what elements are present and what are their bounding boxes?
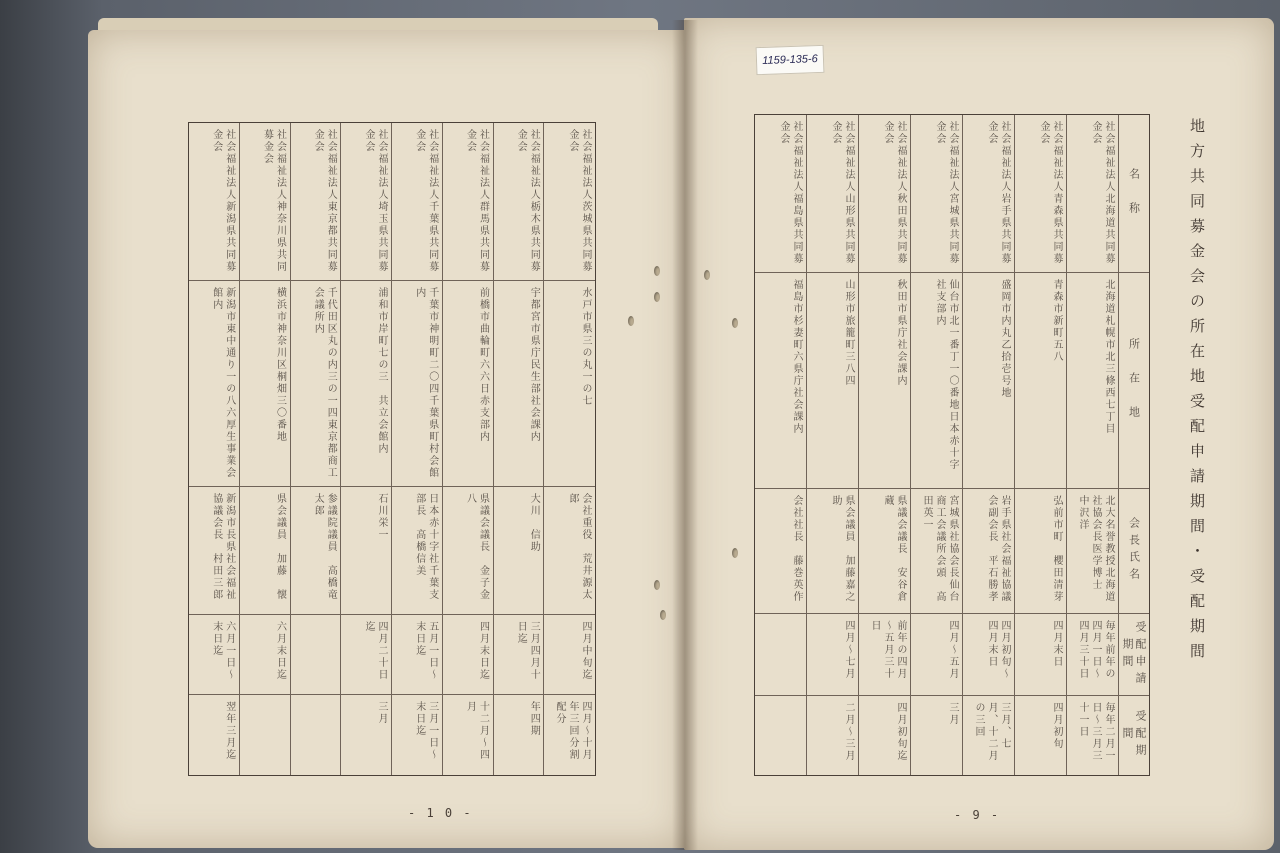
table-cell-distribution-period: 三月、七月、十二月の三回	[963, 696, 1015, 775]
table-cell-name: 社会福祉法人秋田県共同募金会	[859, 115, 911, 273]
table-cell-address: 水戸市県三の丸一の七	[544, 281, 595, 487]
table-cell-name: 社会福祉法人栃木県共同募金会	[494, 123, 545, 281]
table-cell-chair: 岩手県社会福祉協議会副会長 平石勝孝	[963, 489, 1015, 614]
table-cell-name: 社会福祉法人茨城県共同募金会	[544, 123, 595, 281]
column-header-name: 名 称	[1119, 115, 1149, 273]
table-cell-chair: 日本赤十字社千葉支部長 高橋信美	[392, 487, 443, 615]
table-cell-address: 千葉市神明町二〇四千葉県町村会館内	[392, 281, 443, 487]
column-header-address: 所 在 地	[1119, 273, 1149, 489]
table-cell-chair: 参議院議員 高橋竜太郎	[291, 487, 342, 615]
table-cell-chair: 弘前市町 櫻田清芽	[1015, 489, 1067, 614]
table-cell-name: 社会福祉法人群馬県共同募金会	[443, 123, 494, 281]
table-cell-chair: 会社社長 藤巻英作	[755, 489, 807, 614]
table-cell-distribution-period: 四月～十月年三回分割配分	[554, 701, 591, 761]
table-cell-chair: 県議会議長 金子金八	[443, 487, 494, 615]
table-cell-address: 新潟市東中通り一の八六厚生事業会館内	[189, 281, 240, 487]
table-cell-application-period	[755, 614, 807, 696]
table-cell-name: 社会福祉法人宮城県共同募金会	[911, 115, 963, 273]
binding-hole	[660, 610, 666, 620]
table-cell-distribution-period	[240, 695, 291, 775]
table-cell-application-period: 四月～七月	[807, 614, 859, 696]
right-page	[684, 18, 1274, 850]
column-header-distribution-period: 受配期間	[1121, 710, 1147, 761]
table-cell-name: 社会福祉法人千葉県共同募金会	[392, 123, 443, 281]
table-cell-application-period: 四月初旬～四月末日	[963, 614, 1015, 696]
binding-hole	[654, 292, 660, 302]
table-cell-chair: 北大名誉教授北海道社協会長医学博士 中沢洋	[1067, 489, 1119, 614]
page-number-left: - 1 0 -	[408, 806, 473, 820]
table-cell-address: 秋田市県庁社会課内	[859, 273, 911, 489]
table-cell-name: 社会福祉法人新潟県共同募金会	[189, 123, 240, 281]
table-cell-name: 社会福祉法人福島県共同募金会	[755, 115, 807, 273]
table-cell-address: 山形市旅籠町三八四	[807, 273, 859, 489]
column-header-chair: 会長氏名	[1119, 489, 1149, 614]
table-cell-application-period	[291, 615, 342, 695]
binding-hole	[654, 266, 660, 276]
table-cell-name: 社会福祉法人岩手県共同募金会	[963, 115, 1015, 273]
table-cell-name: 社会福祉法人神奈川県共同募金会	[240, 123, 291, 281]
table-cell-chair: 県議会議長 安谷倉蔵	[859, 489, 911, 614]
table-cell-chair: 新潟市長県社会福祉協議会長 村田三郎	[189, 487, 240, 615]
binding-hole	[704, 270, 710, 280]
binding-hole	[732, 548, 738, 558]
table-cell-address: 仙台市北一番丁一〇番地日本赤十字社支部内	[911, 273, 963, 489]
table-cell-chair: 宮城県社協会長仙台商工会議所会頭 高田英一	[911, 489, 963, 614]
table-cell-address: 横浜市神奈川区桐畑三〇番地	[240, 281, 291, 487]
table-cell-name: 社会福祉法人山形県共同募金会	[807, 115, 859, 273]
table-cell-name: 社会福祉法人青森県共同募金会	[1015, 115, 1067, 273]
binding-hole	[732, 318, 738, 328]
table-cell-application-period: 前年の四月～五月三十日	[859, 614, 911, 696]
table-cell-address: 青森市新町五八	[1015, 273, 1067, 489]
table-cell-distribution-period	[755, 696, 807, 775]
table-cell-address: 福島市杉妻町六県庁社会課内	[755, 273, 807, 489]
table-cell-name: 社会福祉法人埼玉県共同募金会	[341, 123, 392, 281]
table-cell-distribution-period: 三月	[911, 696, 963, 775]
table-cell-application-period: 四月末日	[1015, 614, 1067, 696]
document-title: 地方共同募金会の所在地受配申請期間・受配期間	[1188, 118, 1206, 668]
left-table	[188, 122, 596, 776]
table-cell-distribution-period: 三月	[341, 695, 392, 775]
table-cell-application-period: 四月中旬迄	[544, 615, 595, 695]
book-spine	[672, 20, 698, 850]
table-cell-distribution-period: 二月～三月	[807, 696, 859, 775]
table-cell-chair: 石川栄一	[341, 487, 392, 615]
table-cell-chair: 県会議員 加藤 懐	[240, 487, 291, 615]
table-cell-name: 社会福祉法人北海道共同募金会	[1067, 115, 1119, 273]
table-cell-application-period: 三月四月十日迄	[494, 615, 545, 695]
table-cell-chair: 県会議員 加藤嘉之助	[807, 489, 859, 614]
table-cell-application-period: 四月末日迄	[443, 615, 494, 695]
table-cell-address: 前橋市曲輪町六六日赤支部内	[443, 281, 494, 487]
table-cell-address: 浦和市岸町七の三 共立会館内	[341, 281, 392, 487]
table-cell-chair: 大川 信助	[494, 487, 545, 615]
table-cell-chair: 会社重役 荒井源太郎	[544, 487, 595, 615]
table-cell-address: 盛岡市内丸乙拾壱号地	[963, 273, 1015, 489]
table-cell-distribution-period	[291, 695, 342, 775]
table-cell-application-period: 五月一日～末日迄	[392, 615, 443, 695]
table-cell-distribution-period: 毎年二月一日～三月三十一日	[1067, 696, 1119, 775]
left-page	[88, 30, 686, 848]
reference-sticker: 1159-135-6	[756, 45, 825, 75]
table-cell-address: 北海道札幌市北三條西七丁目	[1067, 273, 1119, 489]
table-cell-distribution-period: 年四期	[494, 695, 545, 775]
table-cell-distribution-period: 翌年三月迄	[189, 695, 240, 775]
table-cell-distribution-period: 四月初旬迄	[859, 696, 911, 775]
binding-hole	[628, 316, 634, 326]
table-cell-distribution-period: 四月初旬	[1015, 696, 1067, 775]
table-cell-application-period: 毎年前年の四月一日～四月三十日	[1067, 614, 1119, 696]
table-cell-application-period: 六月一日～末日迄	[189, 615, 240, 695]
table-cell-application-period: 四月二十日迄	[341, 615, 392, 695]
page-number-right: - 9 -	[954, 808, 1001, 822]
table-cell-application-period: 六月末日迄	[240, 615, 291, 695]
table-cell-application-period: 四月～五月	[911, 614, 963, 696]
table-cell-address: 千代田区丸の内三の一四東京都商工会議所内	[291, 281, 342, 487]
column-header-application-period: 受配申請期間	[1119, 614, 1149, 696]
table-cell-name: 社会福祉法人東京都共同募金会	[291, 123, 342, 281]
table-cell-distribution-period: 十二月～四月	[443, 695, 494, 775]
right-table	[754, 114, 1150, 776]
binding-hole	[654, 580, 660, 590]
table-cell-address: 宇都宮市県庁民生部社会課内	[494, 281, 545, 487]
table-cell-distribution-period: 三月一日～末日迄	[392, 695, 443, 775]
